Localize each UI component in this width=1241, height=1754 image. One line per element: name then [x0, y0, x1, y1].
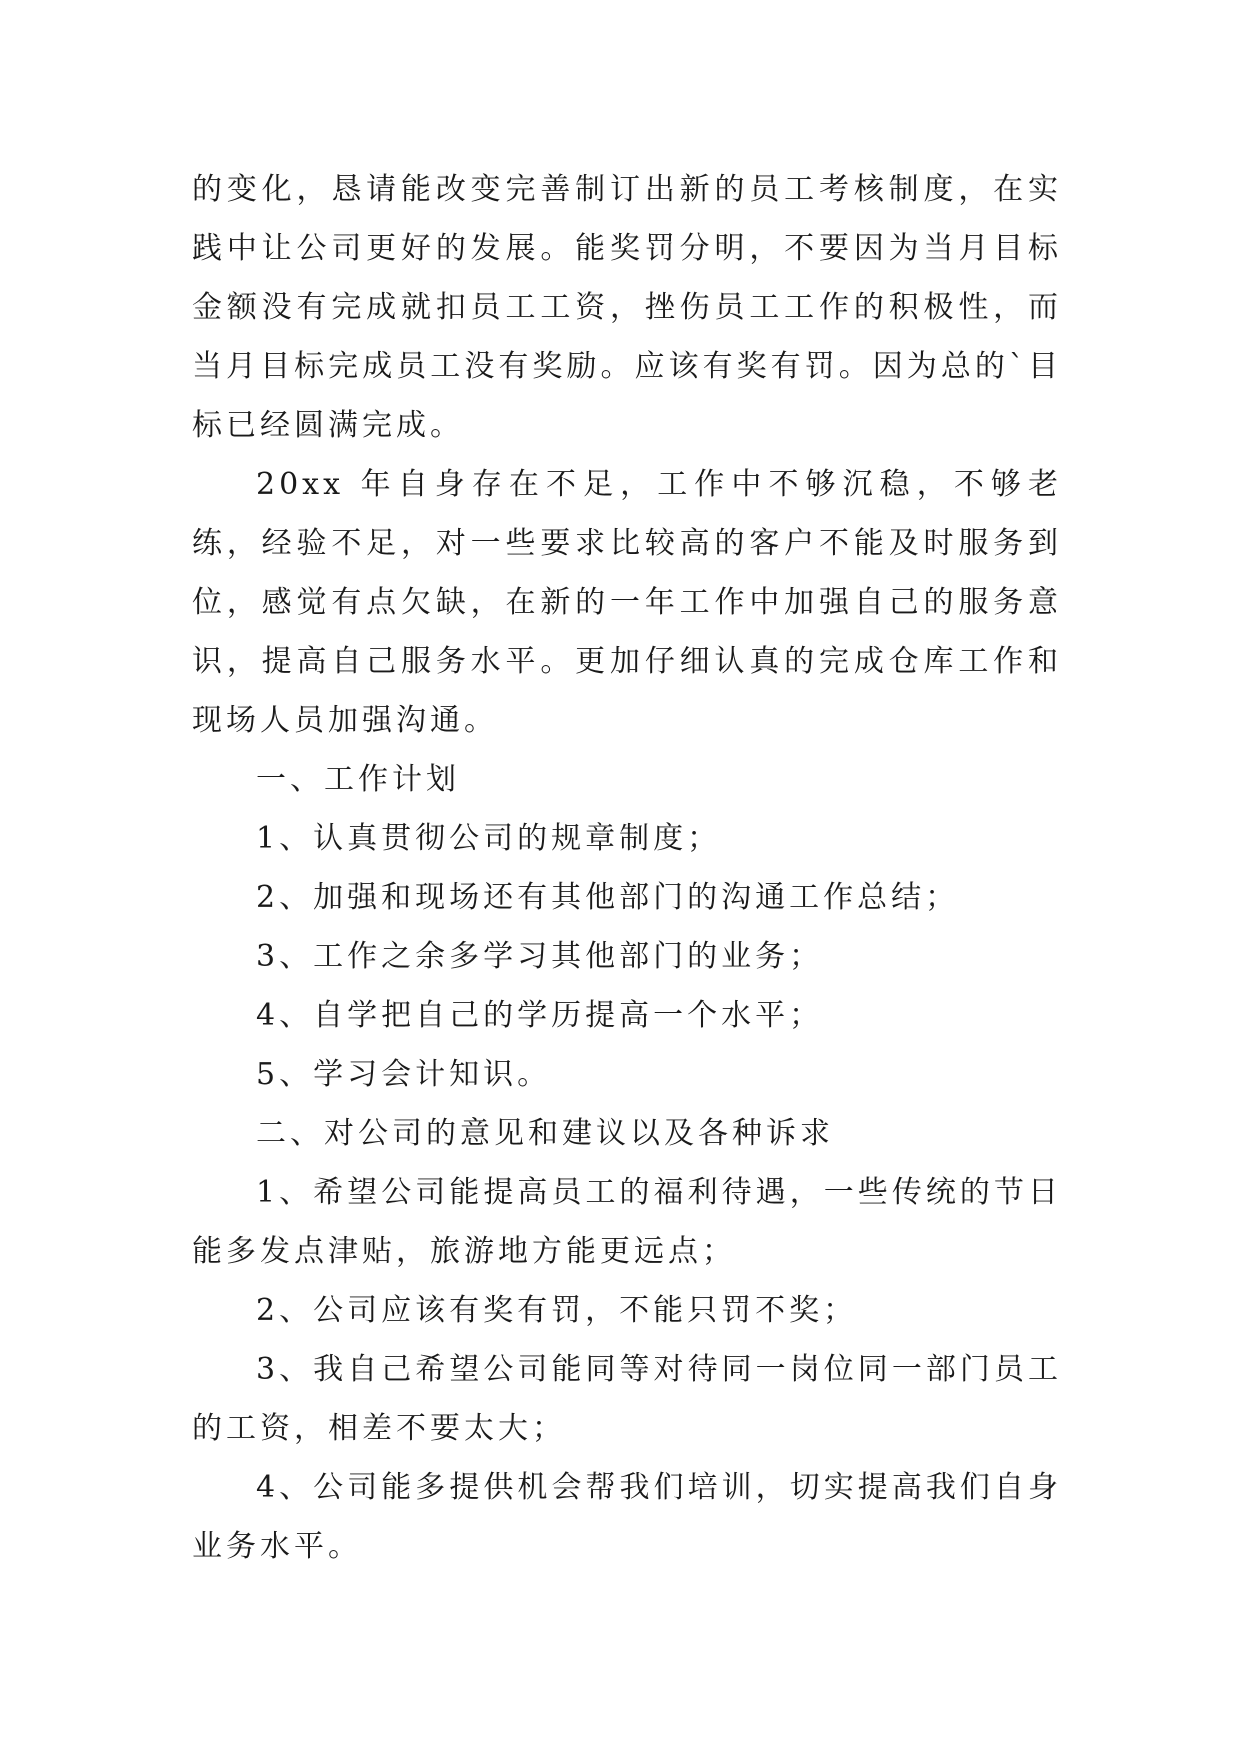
work-plan-item-5: 5、学习会计知识。	[256, 1057, 552, 1092]
section-heading-work-plan: 一、工作计划	[256, 762, 460, 797]
suggestion-item-2: 2、公司应该有奖有罚，不能只罚不奖；	[256, 1293, 858, 1328]
paragraph-self-assessment: 20xx 年自身存在不足，工作中不够沉稳，不够老练，经验不足，对一些要求比较高的客户不能及时服务到位，感觉有点欠缺，在新的一年工作中加强自己的服务意识，提高自己服务水平。更加仔细认真的完成仓库工作和现场人员加强沟通。	[192, 467, 1062, 738]
suggestion-item-1: 1、希望公司能提高员工的福利待遇，一些传统的节日能多发点津贴，旅游地方能更远点；	[192, 1175, 1062, 1269]
suggestion-item-3: 3、我自己希望公司能同等对待同一岗位同一部门员工的工资，相差不要太大；	[192, 1352, 1062, 1446]
work-plan-item-2: 2、加强和现场还有其他部门的沟通工作总结；	[256, 880, 960, 915]
work-plan-item-4: 4、自学把自己的学历提高一个水平；	[256, 998, 824, 1033]
paragraph-continuation: 的变化，恳请能改变完善制订出新的员工考核制度，在实践中让公司更好的发展。能奖罚分明，不要因为当月目标金额没有完成就扣员工工资，挫伤员工工作的积极性，而当月目标完成员工没有奖励。应该有奖有罚。因为总的`目标已经圆满完成。	[192, 172, 1062, 443]
section-heading-suggestions: 二、对公司的意见和建议以及各种诉求	[256, 1116, 834, 1151]
work-plan-item-1: 1、认真贯彻公司的规章制度；	[256, 821, 722, 856]
suggestion-item-4: 4、公司能多提供机会帮我们培训，切实提高我们自身业务水平。	[192, 1470, 1062, 1564]
work-plan-item-3: 3、工作之余多学习其他部门的业务；	[256, 939, 824, 974]
document-body	[192, 160, 1062, 1576]
